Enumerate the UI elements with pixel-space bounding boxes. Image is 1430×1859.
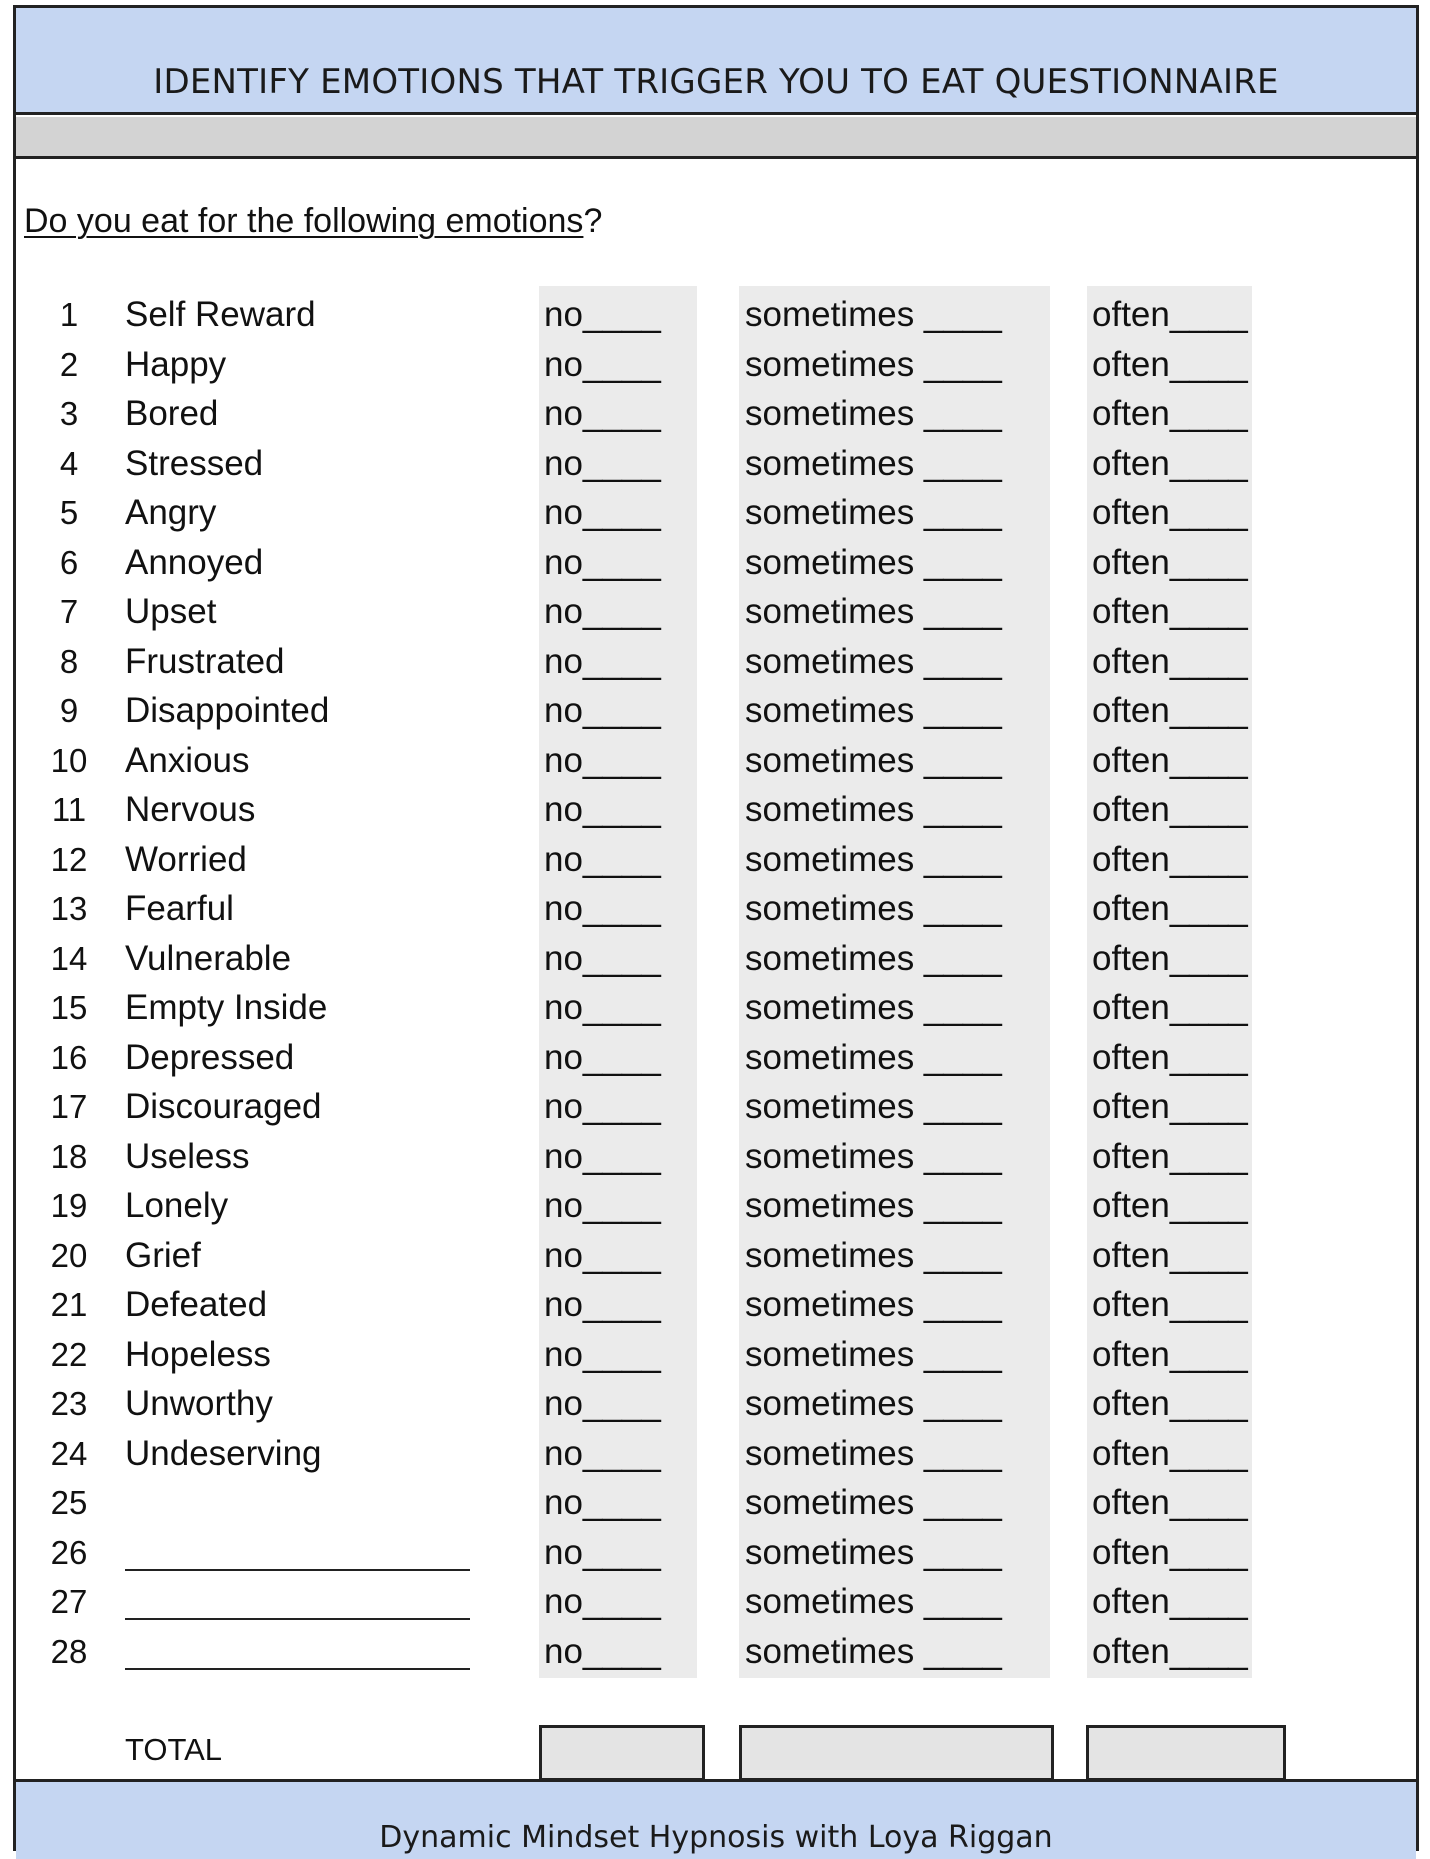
custom-emotion-blank[interactable] xyxy=(125,1668,470,1670)
emotion-label: Defeated xyxy=(125,1285,268,1324)
option-no-blank[interactable]: no____ xyxy=(544,840,661,879)
option-no-blank[interactable]: no____ xyxy=(544,642,661,681)
row-number: 14 xyxy=(50,940,88,977)
option-sometimes-blank[interactable]: sometimes ____ xyxy=(745,1038,1002,1077)
emotion-row xyxy=(16,1083,1416,1131)
row-number: 2 xyxy=(59,346,79,383)
option-no-blank[interactable]: no____ xyxy=(544,493,661,532)
option-often-blank[interactable]: often____ xyxy=(1092,840,1248,879)
emotion-label: Angry xyxy=(125,493,217,532)
option-no-blank[interactable]: no____ xyxy=(544,1632,661,1671)
emotion-row xyxy=(16,1479,1416,1527)
option-no-blank[interactable]: no____ xyxy=(544,691,661,730)
option-no-blank[interactable]: no____ xyxy=(544,1137,661,1176)
option-often-blank[interactable]: often____ xyxy=(1092,642,1248,681)
emotion-row xyxy=(16,489,1416,537)
emotion-row xyxy=(16,1331,1416,1379)
emotion-label: Upset xyxy=(125,592,217,631)
option-sometimes-blank[interactable]: sometimes ____ xyxy=(745,295,1002,334)
total-no-box[interactable] xyxy=(539,1725,705,1781)
emotion-label: Disappointed xyxy=(125,691,330,730)
row-number: 3 xyxy=(59,395,79,432)
option-no-blank[interactable]: no____ xyxy=(544,1335,661,1374)
option-no-blank[interactable]: no____ xyxy=(544,394,661,433)
emotion-label: Lonely xyxy=(125,1186,229,1225)
option-sometimes-blank[interactable]: sometimes ____ xyxy=(745,790,1002,829)
option-no-blank[interactable]: no____ xyxy=(544,543,661,582)
footer-credit: Dynamic Mindset Hypnosis with Loya Riggan xyxy=(379,1820,1053,1855)
emotion-label: Fearful xyxy=(125,889,234,928)
emotion-row xyxy=(16,539,1416,587)
emotion-row xyxy=(16,1133,1416,1181)
option-sometimes-blank[interactable]: sometimes ____ xyxy=(745,1533,1002,1572)
row-number: 6 xyxy=(59,544,79,581)
emotion-row xyxy=(16,1281,1416,1329)
option-sometimes-blank[interactable]: sometimes ____ xyxy=(745,1087,1002,1126)
emotion-row xyxy=(16,1430,1416,1478)
emotion-row xyxy=(16,935,1416,983)
option-often-blank[interactable]: often____ xyxy=(1092,790,1248,829)
option-often-blank[interactable]: often____ xyxy=(1092,939,1248,978)
option-often-blank[interactable]: often____ xyxy=(1092,988,1248,1027)
row-number: 13 xyxy=(50,890,88,927)
option-often-blank[interactable]: often____ xyxy=(1092,543,1248,582)
row-number: 5 xyxy=(59,494,79,531)
option-often-blank[interactable]: often____ xyxy=(1092,444,1248,483)
row-number: 21 xyxy=(50,1286,88,1323)
option-often-blank[interactable]: often____ xyxy=(1092,1582,1248,1621)
option-sometimes-blank[interactable]: sometimes ____ xyxy=(745,345,1002,384)
option-often-blank[interactable]: often____ xyxy=(1092,1186,1248,1225)
option-no-blank[interactable]: no____ xyxy=(544,889,661,928)
option-sometimes-blank[interactable]: sometimes ____ xyxy=(745,741,1002,780)
option-sometimes-blank[interactable]: sometimes ____ xyxy=(745,889,1002,928)
option-often-blank[interactable]: often____ xyxy=(1092,1335,1248,1374)
total-often-box[interactable] xyxy=(1086,1725,1286,1781)
option-no-blank[interactable]: no____ xyxy=(544,1483,661,1522)
emotion-row xyxy=(16,786,1416,834)
option-no-blank[interactable]: no____ xyxy=(544,741,661,780)
emotion-row xyxy=(16,1182,1416,1230)
option-often-blank[interactable]: often____ xyxy=(1092,1632,1248,1671)
emotion-row xyxy=(16,984,1416,1032)
row-number: 20 xyxy=(50,1237,88,1274)
option-often-blank[interactable]: often____ xyxy=(1092,1038,1248,1077)
option-no-blank[interactable]: no____ xyxy=(544,1087,661,1126)
option-no-blank[interactable]: no____ xyxy=(544,592,661,631)
row-number: 26 xyxy=(50,1534,88,1571)
row-number: 7 xyxy=(59,593,79,630)
row-number: 4 xyxy=(59,445,79,482)
row-number: 23 xyxy=(50,1385,88,1422)
emotion-label: Nervous xyxy=(125,790,256,829)
row-number: 8 xyxy=(59,643,79,680)
row-number: 9 xyxy=(59,692,79,729)
option-often-blank[interactable]: often____ xyxy=(1092,1087,1248,1126)
option-sometimes-blank[interactable]: sometimes ____ xyxy=(745,493,1002,532)
option-no-blank[interactable]: no____ xyxy=(544,1533,661,1572)
emotion-row xyxy=(16,390,1416,438)
row-number: 27 xyxy=(50,1583,88,1620)
emotion-label: Stressed xyxy=(125,444,264,483)
option-no-blank[interactable]: no____ xyxy=(544,790,661,829)
question-mark: ? xyxy=(583,202,603,240)
option-no-blank[interactable]: no____ xyxy=(544,295,661,334)
emotion-label: Empty Inside xyxy=(125,988,328,1027)
emotion-row xyxy=(16,687,1416,735)
option-sometimes-blank[interactable]: sometimes ____ xyxy=(745,543,1002,582)
emotion-row xyxy=(16,638,1416,686)
emotion-label: Depressed xyxy=(125,1038,295,1077)
option-no-blank[interactable]: no____ xyxy=(544,1582,661,1621)
option-often-blank[interactable]: often____ xyxy=(1092,889,1248,928)
option-sometimes-blank[interactable]: sometimes ____ xyxy=(745,1582,1002,1621)
emotion-row xyxy=(16,1628,1416,1676)
emotion-row xyxy=(16,1529,1416,1577)
total-label: TOTAL xyxy=(125,1732,223,1767)
option-often-blank[interactable]: often____ xyxy=(1092,592,1248,631)
row-number: 22 xyxy=(50,1336,88,1373)
option-no-blank[interactable]: no____ xyxy=(544,1038,661,1077)
option-often-blank[interactable]: often____ xyxy=(1092,345,1248,384)
custom-emotion-blank[interactable] xyxy=(125,1618,470,1620)
option-no-blank[interactable]: no____ xyxy=(544,345,661,384)
emotion-label: Unworthy xyxy=(125,1384,273,1423)
emotion-row xyxy=(16,440,1416,488)
option-sometimes-blank[interactable]: sometimes ____ xyxy=(745,592,1002,631)
option-no-blank[interactable]: no____ xyxy=(544,939,661,978)
option-sometimes-blank[interactable]: sometimes ____ xyxy=(745,444,1002,483)
questionnaire-frame xyxy=(13,5,1419,1855)
row-number: 15 xyxy=(50,989,88,1026)
emotion-label: Bored xyxy=(125,394,219,433)
emotion-row xyxy=(16,836,1416,884)
row-number: 25 xyxy=(50,1484,88,1521)
total-sometimes-box[interactable] xyxy=(739,1725,1054,1781)
emotion-label: Hopeless xyxy=(125,1335,271,1374)
option-sometimes-blank[interactable]: sometimes ____ xyxy=(745,988,1002,1027)
page-title: IDENTIFY EMOTIONS THAT TRIGGER YOU TO EAT QUESTIONNAIRE xyxy=(153,62,1279,102)
option-sometimes-blank[interactable]: sometimes ____ xyxy=(745,1236,1002,1275)
option-no-blank[interactable]: no____ xyxy=(544,1186,661,1225)
row-number: 28 xyxy=(50,1633,88,1670)
option-often-blank[interactable]: often____ xyxy=(1092,394,1248,433)
row-number: 11 xyxy=(51,791,87,828)
option-often-blank[interactable]: often____ xyxy=(1092,493,1248,532)
emotion-row xyxy=(16,1578,1416,1626)
emotion-label: Frustrated xyxy=(125,642,285,681)
option-sometimes-blank[interactable]: sometimes ____ xyxy=(745,1285,1002,1324)
option-no-blank[interactable]: no____ xyxy=(544,1434,661,1473)
option-sometimes-blank[interactable]: sometimes ____ xyxy=(745,642,1002,681)
option-often-blank[interactable]: often____ xyxy=(1092,1483,1248,1522)
option-sometimes-blank[interactable]: sometimes ____ xyxy=(745,1335,1002,1374)
title-band xyxy=(16,8,1416,115)
row-number: 10 xyxy=(50,742,88,779)
question-text: Do you eat for the following emotions xyxy=(24,202,584,240)
emotion-row xyxy=(16,341,1416,389)
option-sometimes-blank[interactable]: sometimes ____ xyxy=(745,939,1002,978)
option-sometimes-blank[interactable]: sometimes ____ xyxy=(745,1483,1002,1522)
row-number: 19 xyxy=(50,1187,88,1224)
option-often-blank[interactable]: often____ xyxy=(1092,295,1248,334)
emotion-row xyxy=(16,291,1416,339)
emotion-row xyxy=(16,885,1416,933)
option-often-blank[interactable]: often____ xyxy=(1092,1533,1248,1572)
option-often-blank[interactable]: often____ xyxy=(1092,1434,1248,1473)
option-no-blank[interactable]: no____ xyxy=(544,1384,661,1423)
custom-emotion-blank[interactable] xyxy=(125,1569,470,1571)
option-often-blank[interactable]: often____ xyxy=(1092,691,1248,730)
option-sometimes-blank[interactable]: sometimes ____ xyxy=(745,1434,1002,1473)
emotion-label: Discouraged xyxy=(125,1087,322,1126)
option-sometimes-blank[interactable]: sometimes ____ xyxy=(745,1384,1002,1423)
row-number: 12 xyxy=(50,841,88,878)
option-often-blank[interactable]: often____ xyxy=(1092,1384,1248,1423)
emotion-row xyxy=(16,737,1416,785)
divider-band xyxy=(16,117,1416,159)
emotion-label: Annoyed xyxy=(125,543,264,582)
footer-band xyxy=(16,1779,1416,1859)
row-number: 16 xyxy=(50,1039,88,1076)
row-number: 17 xyxy=(50,1088,88,1125)
emotion-row xyxy=(16,1232,1416,1280)
option-sometimes-blank[interactable]: sometimes ____ xyxy=(745,394,1002,433)
row-number: 24 xyxy=(50,1435,88,1472)
row-number: 18 xyxy=(50,1138,88,1175)
option-sometimes-blank[interactable]: sometimes ____ xyxy=(745,1632,1002,1671)
question-prompt xyxy=(24,202,602,241)
emotion-label: Self Reward xyxy=(125,295,316,334)
emotion-label: Happy xyxy=(125,345,227,384)
emotion-label: Grief xyxy=(125,1236,201,1275)
option-no-blank[interactable]: no____ xyxy=(544,1285,661,1324)
option-often-blank[interactable]: often____ xyxy=(1092,1236,1248,1275)
emotion-row xyxy=(16,1380,1416,1428)
option-often-blank[interactable]: often____ xyxy=(1092,1137,1248,1176)
row-number: 1 xyxy=(59,296,79,333)
option-no-blank[interactable]: no____ xyxy=(544,1236,661,1275)
emotion-row xyxy=(16,588,1416,636)
option-sometimes-blank[interactable]: sometimes ____ xyxy=(745,691,1002,730)
option-sometimes-blank[interactable]: sometimes ____ xyxy=(745,840,1002,879)
option-often-blank[interactable]: often____ xyxy=(1092,741,1248,780)
option-sometimes-blank[interactable]: sometimes ____ xyxy=(745,1186,1002,1225)
option-no-blank[interactable]: no____ xyxy=(544,988,661,1027)
emotion-label: Undeserving xyxy=(125,1434,322,1473)
emotion-row xyxy=(16,1034,1416,1082)
option-sometimes-blank[interactable]: sometimes ____ xyxy=(745,1137,1002,1176)
option-no-blank[interactable]: no____ xyxy=(544,444,661,483)
emotion-label: Vulnerable xyxy=(125,939,292,978)
emotion-label: Worried xyxy=(125,840,247,879)
emotion-label: Anxious xyxy=(125,741,250,780)
emotion-label: Useless xyxy=(125,1137,250,1176)
option-often-blank[interactable]: often____ xyxy=(1092,1285,1248,1324)
